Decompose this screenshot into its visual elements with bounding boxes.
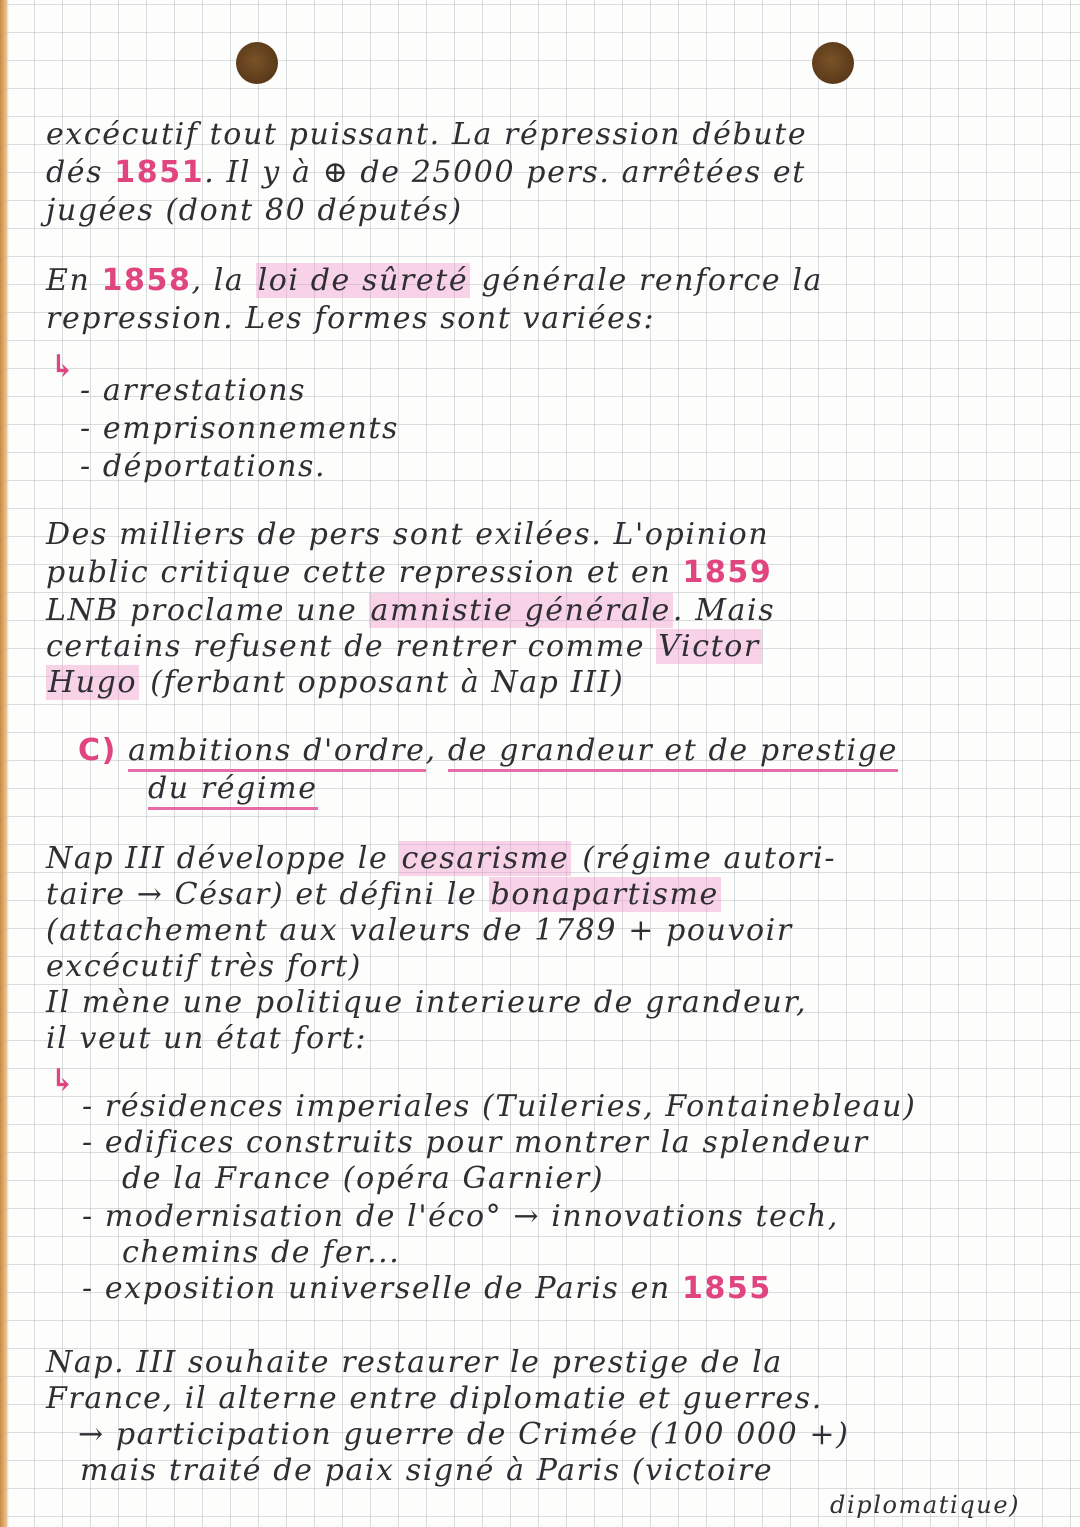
para2-pre: En xyxy=(46,263,102,298)
para2-line2 xyxy=(46,302,655,336)
list2-item4-pre: exposition universelle de Paris en xyxy=(104,1271,682,1306)
list1-item-3: - déportations. xyxy=(80,449,327,484)
para4-line3 xyxy=(46,914,793,948)
section-c-title-c: de grandeur et de prestige xyxy=(448,733,898,772)
list2-item-4: - exposition universelle de Paris en 1855 xyxy=(82,1271,772,1306)
list2-item3-line1-text: modernisation de l'éco° → innovations tech, xyxy=(104,1199,839,1234)
para2-line2-text: repression. Les formes sont variées: xyxy=(46,301,656,336)
para1-line3-text: jugées (dont 80 députés) xyxy=(46,193,463,228)
para4-line2 xyxy=(46,878,721,912)
year-1855: 1855 xyxy=(681,1271,772,1306)
para2-post: générale renforce la xyxy=(470,263,824,298)
para1-line2-post: . Il y à ⊕ de 25000 pers. arrêtées et xyxy=(204,155,806,190)
list2-item2-line2-text: de la France (opéra Garnier) xyxy=(122,1161,605,1196)
section-c-title-line2 xyxy=(148,772,318,806)
para1-line1-text: excécutif tout puissant. La répression débute xyxy=(46,117,808,152)
para4-line2-pre: taire → César) et défini le xyxy=(46,877,489,912)
para3-line2 xyxy=(46,556,772,590)
para4-line1-pre: Nap III développe le xyxy=(46,841,400,876)
list1-item-text: arrestations xyxy=(102,373,307,408)
para3-line3-pre: LNB proclame une xyxy=(46,593,369,628)
para2-line1 xyxy=(46,264,823,298)
para5-line3-text: → participation guerre de Crimée (100 000 +) xyxy=(78,1417,850,1452)
para3-line5-post: (ferbant opposant à Nap III) xyxy=(139,665,625,700)
list2-item1-text: résidences imperiales (Tuileries, Fontainebleau) xyxy=(104,1089,917,1124)
highlight-cesarisme: cesarisme xyxy=(401,841,570,876)
section-c-title-b: , xyxy=(425,733,448,768)
list1-item-2: - emprisonnements xyxy=(80,411,400,446)
para5-line1-text: Nap. III souhaite restaurer le prestige de la xyxy=(46,1345,783,1380)
para4-line4-text: excécutif très fort) xyxy=(46,949,362,984)
para4-line4 xyxy=(46,950,362,984)
hook-arrow-icon: ↳ xyxy=(50,1063,77,1098)
section-c-letter: C) xyxy=(78,733,117,768)
year-1858: 1858 xyxy=(101,263,192,298)
para5-line4-text: mais traité de paix signé à Paris (victoire xyxy=(80,1453,774,1488)
para4-line6-text: il veut un état fort: xyxy=(46,1021,368,1056)
hook-arrow-icon: ↳ xyxy=(50,349,77,384)
highlight-victor: Victor xyxy=(658,629,760,664)
para3-line2-pre: public critique cette repression et en xyxy=(46,555,683,590)
para3-line3 xyxy=(46,594,775,628)
para4-line5-text: Il mène une politique interieure de grandeur, xyxy=(46,985,808,1020)
para5-line1 xyxy=(46,1346,783,1380)
highlight-bonapartisme: bonapartisme xyxy=(490,877,719,912)
para3-line4 xyxy=(46,630,762,664)
para3-line1-text: Des milliers de pers sont exilées. L'opinion xyxy=(46,517,770,552)
para5-line2 xyxy=(46,1382,823,1416)
para5-line4 xyxy=(80,1454,773,1488)
list2-item-2-line1: - edifices construits pour montrer la splendeur xyxy=(82,1125,869,1160)
list2-item2-line1-text: edifices construits pour montrer la splendeur xyxy=(104,1125,869,1160)
year-1851: 1851 xyxy=(114,155,205,190)
list2-item3-line2-text: chemins de fer... xyxy=(122,1235,401,1270)
para1-line2 xyxy=(46,156,806,190)
list2-arrow xyxy=(50,1064,77,1098)
para1-line1 xyxy=(46,118,807,152)
section-c-title-line1 xyxy=(78,734,898,768)
para5-line3 xyxy=(78,1418,849,1452)
year-1859: 1859 xyxy=(682,555,773,590)
para4-line1 xyxy=(46,842,836,876)
para3-line3-post: . Mais xyxy=(672,593,776,628)
list2-item-1: - résidences imperiales (Tuileries, Fontainebleau) xyxy=(82,1089,917,1124)
para5-line2-text: France, il alterne entre diplomatie et guerres. xyxy=(46,1381,823,1416)
para4-line1-post: (régime autori- xyxy=(571,841,837,876)
para1-line2-pre: dés xyxy=(46,155,115,190)
highlight-amnistie: amnistie générale xyxy=(370,593,671,628)
para2-mid: , la xyxy=(191,263,256,298)
section-c-title-a: ambitions d'ordre xyxy=(128,733,425,772)
para5-line5-text: diplomatique) xyxy=(830,1491,1021,1519)
list1-arrow xyxy=(50,350,77,384)
para4-line5 xyxy=(46,986,807,1020)
list2-item-3-line1: - modernisation de l'éco° → innovations tech, xyxy=(82,1199,839,1234)
list1-item-1: - arrestations xyxy=(80,373,307,408)
list2-item-3-line2 xyxy=(122,1236,400,1270)
highlight-hugo: Hugo xyxy=(48,665,138,700)
para3-line1 xyxy=(46,518,769,552)
para4-line6 xyxy=(46,1022,367,1056)
para3-line4-pre: certains refusent de rentrer comme xyxy=(46,629,657,664)
para1-line3 xyxy=(46,194,463,228)
list1-item-text: emprisonnements xyxy=(102,411,400,446)
list1-item-text: déportations. xyxy=(102,449,327,484)
highlight-loi-surete: loi de sûreté xyxy=(257,263,469,298)
para5-line5 xyxy=(830,1488,1020,1522)
section-c-title-line2-text: du régime xyxy=(148,771,318,810)
para3-line5 xyxy=(46,666,624,700)
list2-item-2-line2 xyxy=(122,1162,604,1196)
para4-line3-text: (attachement aux valeurs de 1789 + pouvoir xyxy=(46,913,793,948)
